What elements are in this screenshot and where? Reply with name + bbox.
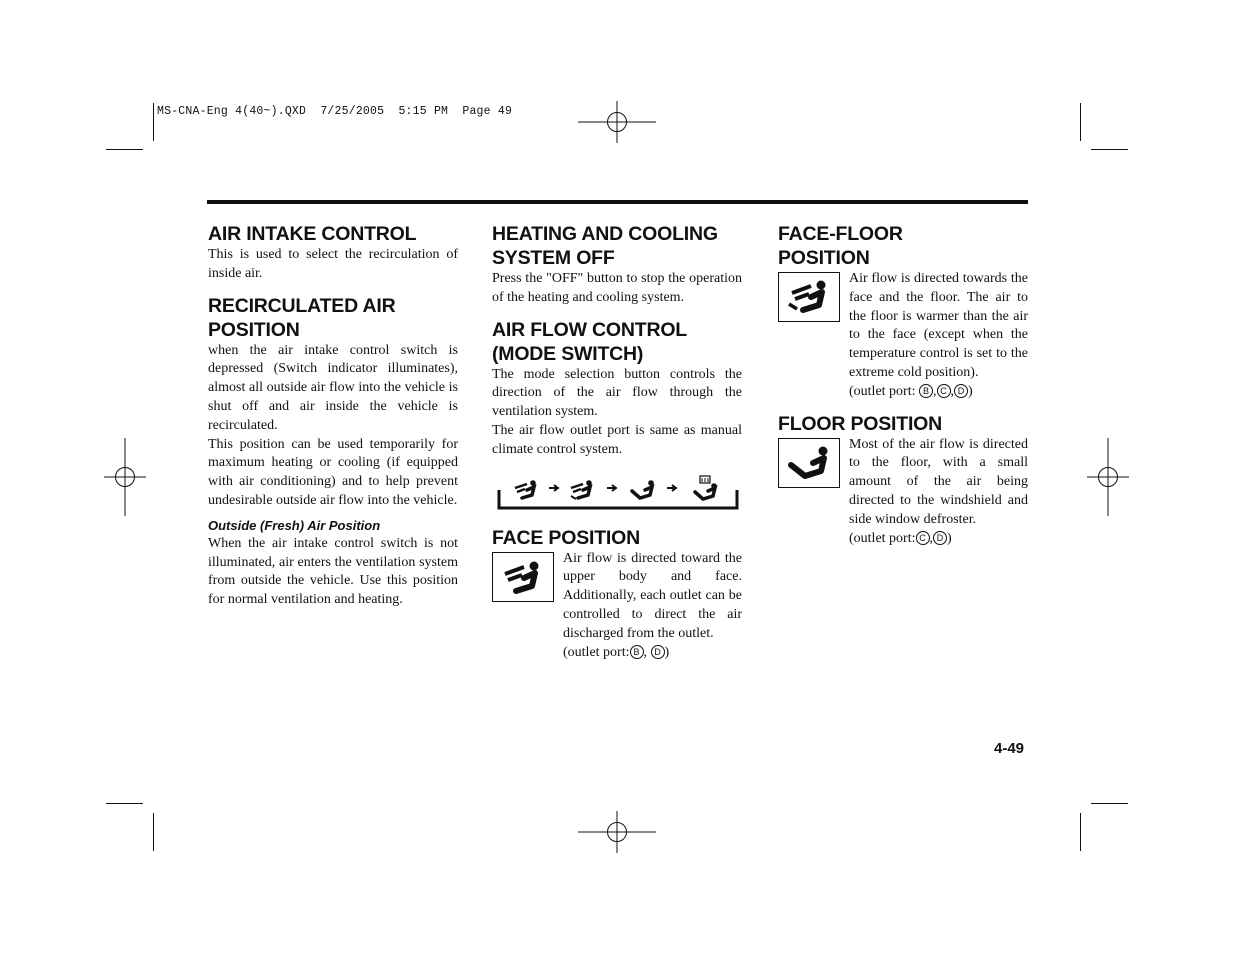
text-face-position: Air flow is directed toward the upper body and face. Additionally, each outlet can be controlled to direct the air discharged from the outlet. [563, 550, 742, 641]
mode-sequence-diagram [497, 474, 742, 514]
heading-face-floor-position: FACE-FLOOR POSITION [778, 223, 903, 269]
face-floor-vent-icon [778, 272, 840, 322]
text-mode-1: The mode selection button controls the direction of the air flow through the ventilation system. [492, 366, 742, 420]
heading-air-intake-control: AIR INTAKE CONTROL [208, 223, 417, 245]
outlet-floor: (outlet port: C , D ) [849, 530, 952, 546]
face-vent-icon [492, 552, 554, 602]
floor-vent-icon [778, 438, 840, 488]
arrow-right-icon [667, 485, 676, 491]
outlet-face: (outlet port: B , D ) [563, 644, 670, 660]
registration-mark-right [1087, 438, 1129, 516]
face-vent-icon [515, 480, 536, 498]
header-rule [207, 200, 1028, 204]
column-3 [778, 222, 1028, 548]
heading-floor-position: FLOOR POSITION [778, 412, 943, 435]
arrow-right-icon [549, 485, 558, 491]
registration-mark-left [104, 438, 146, 516]
floor-defrost-vent-icon [695, 476, 717, 499]
column-2 [492, 222, 742, 662]
outlet-face-floor: (outlet port: B , C , D ) [849, 383, 973, 399]
heading-recirculated-air-position: RECIRCULATED AIR POSITION [208, 294, 396, 341]
heading-system-off: HEATING AND COOLING SYSTEM OFF [492, 223, 718, 269]
text-floor-position: Most of the air flow is directed to the floor, with a small amount of the air being directed to the windshield and side window defroster. [849, 436, 1028, 527]
text-recirc-1: when the air intake control switch is depressed (Switch indicator illuminates), almost all outside air flow into the vehicle is shut off and air inside the vehicle is recirculated. [208, 342, 458, 433]
text-outside-air: When the air intake control switch is not illuminated, air enters the ventilation system from outside the vehicle. Use this position for normal ventilation and heating. [208, 535, 458, 608]
registration-mark-bottom [578, 811, 656, 853]
page-number: 4-49 [994, 740, 1025, 757]
subheading-outside-air: Outside (Fresh) Air Position [208, 517, 381, 533]
text-mode-2: The air flow outlet port is same as manual climate control system. [492, 422, 742, 457]
text-air-intake: This is used to select the recirculation of inside air. [208, 247, 458, 281]
heading-face-position: FACE POSITION [492, 526, 641, 549]
column-1 [208, 222, 458, 610]
print-slug: MS-CNA-Eng 4(40~).QXD 7/25/2005 5:15 PM Page 49 [157, 105, 513, 118]
face-floor-vent-icon [571, 480, 592, 499]
registration-mark-top [578, 101, 656, 143]
floor-vent-icon [632, 480, 654, 498]
text-face-floor: Air flow is directed towards the face and the floor. The air to the floor is warmer than the air to the face (except when the temperature control is set to the extreme cold position). [849, 271, 1028, 380]
arrow-right-icon [607, 485, 616, 491]
heading-air-flow-control: AIR FLOW CONTROL (MODE SWITCH) [492, 318, 687, 365]
text-recirc-2: This position can be used temporarily for maximum heating or cooling (if equipped with air conditioning) and to help prevent undesirable outside air flow into the vehicle. [208, 436, 458, 508]
text-system-off: Press the "OFF" button to stop the operation of the heating and cooling system. [492, 271, 742, 305]
